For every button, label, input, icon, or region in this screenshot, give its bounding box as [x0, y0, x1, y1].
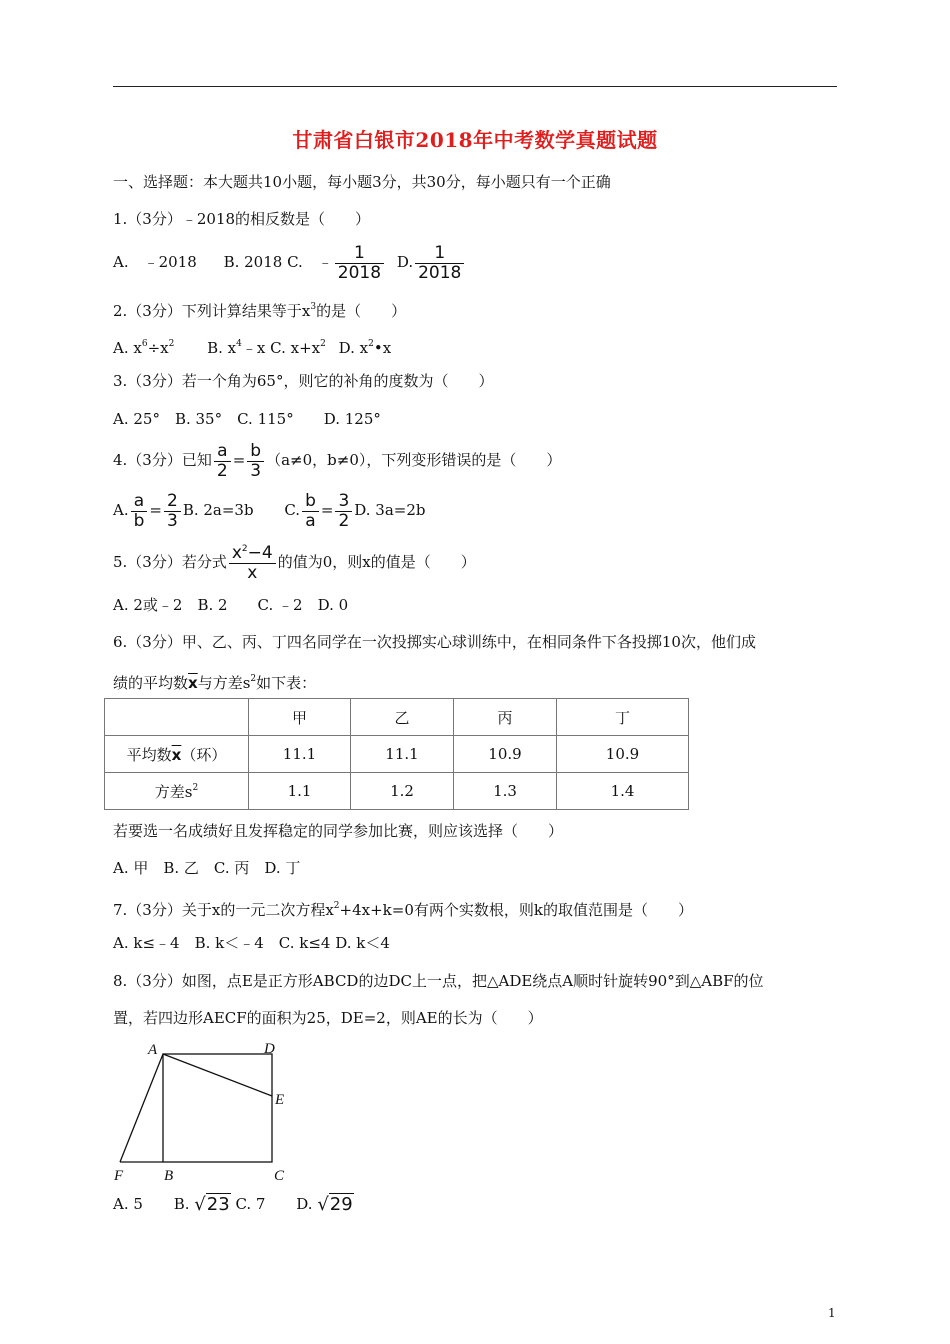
q2-b-base: B. x [207, 339, 237, 357]
fraction-denominator: a [305, 510, 316, 531]
table-header-row [105, 699, 689, 736]
table-header-cell: 甲 [249, 699, 351, 736]
q5-num-exp: 2 [241, 543, 248, 554]
q4-option-c-prefix: C. [284, 501, 301, 519]
table-cell: 11.1 [351, 736, 454, 773]
table-cell: 11.1 [249, 736, 351, 773]
q7-stem-exp: 2 [333, 901, 340, 911]
q6-line2-exp: 2 [250, 674, 257, 684]
q2-b-post: ﹣x [241, 339, 266, 357]
row-label-exp: 2 [192, 782, 199, 793]
score-table [104, 698, 689, 810]
q5-fraction [229, 542, 276, 583]
label-d: D [264, 1041, 275, 1057]
table-row [105, 773, 689, 810]
row-label-text: 平均数 [126, 745, 172, 764]
table-cell: 10.9 [557, 736, 689, 773]
q4-option-a-prefix: A. [113, 501, 129, 519]
fraction-denominator: 2 [216, 460, 228, 481]
question-6-line-2 [113, 668, 316, 694]
fraction-numerator: 3 [335, 493, 352, 512]
q7-stem-suffix: +4x+k=0有两个实数根，则k的取值范围是（ ） [339, 901, 693, 919]
fraction-denominator: 2018 [418, 262, 462, 283]
table-row-label [105, 736, 249, 773]
fraction-denominator: 3 [166, 510, 178, 531]
q4-c-left [302, 490, 319, 531]
q1-option-b: B. 2018 [223, 253, 283, 271]
row-label-unit: （环） [181, 745, 227, 764]
x-bar-symbol: $\overline{x}$ [188, 674, 198, 692]
q2-option-a [113, 339, 174, 357]
q2-a-base: A. x [113, 339, 142, 357]
question-8-options [113, 1190, 354, 1219]
q8-option-a: A. 5 [113, 1195, 143, 1213]
table-cell: 1.3 [454, 773, 557, 810]
question-7-stem [113, 895, 693, 921]
square-rotation-figure [108, 1038, 298, 1184]
label-c: C [274, 1168, 285, 1184]
segment-af [120, 1054, 163, 1162]
page-title: 甘肃省白银市2018年中考数学真题试题 [292, 128, 658, 152]
label-a: A [148, 1042, 158, 1058]
square-abcd [163, 1054, 272, 1162]
question-2-options [113, 333, 391, 359]
question-2-stem [113, 296, 406, 322]
table-header-cell: 丁 [557, 699, 689, 736]
q2-a-exp1: 6 [141, 339, 148, 349]
q2-option-d [339, 339, 392, 357]
q2-stem-suffix: 的是（ ） [316, 302, 407, 320]
q6-line2-suffix: 如下表： [256, 674, 317, 692]
q5-num-post: −4 [247, 542, 273, 563]
q4-a-right [164, 490, 181, 531]
q1-option-c-prefix: C. ﹣ [287, 253, 333, 271]
question-1-options [113, 244, 466, 282]
fraction-denominator: 3 [250, 460, 262, 481]
q8-option-d-prefix: D. [296, 1195, 313, 1213]
fraction-numerator: a [214, 443, 231, 462]
equals-sign: = [320, 501, 334, 519]
label-e: E [275, 1092, 285, 1108]
question-8-line-2: 置，若四边形AECF的面积为25，DE=2，则AE的长为（ ） [113, 1009, 543, 1027]
question-3-stem: 3.（3分）若一个角为65°，则它的补角的度数为（ ） [113, 372, 494, 390]
fraction-numerator: 2 [164, 493, 181, 512]
section-heading: 一、选择题：本大题共10小题，每小题3分，共30分，每小题只有一个正确 [113, 173, 611, 191]
q7-stem-text: 7.（3分）关于x的一元二次方程x [113, 901, 334, 919]
question-1-stem: 1.（3分）﹣2018的相反数是（ ） [113, 210, 371, 228]
question-4-stem [113, 440, 561, 480]
q4-stem-suffix: （a≠0，b≠0），下列变形错误的是（ ） [266, 451, 562, 469]
q4-option-b: B. 2a=3b [182, 501, 254, 519]
q2-option-b [207, 339, 265, 357]
q1-option-d-fraction [415, 242, 464, 283]
q2-d-exp: 2 [368, 339, 374, 349]
q4-eq-left [214, 440, 231, 481]
fraction-numerator: a [131, 493, 148, 512]
q5-num-base: x [231, 542, 242, 563]
q2-b-exp: 4 [236, 339, 242, 349]
q2-stem-text: 2.（3分）下列计算结果等于x [113, 302, 311, 320]
page-number: 1 [828, 1306, 836, 1320]
q2-d-post: •x [373, 339, 392, 357]
fraction-numerator: b [247, 443, 264, 462]
equals-sign: = [149, 501, 162, 519]
q2-a-exp2: 2 [168, 339, 175, 349]
q5-stem-suffix: 的值为0，则x的值是（ ） [277, 553, 476, 571]
x-bar-symbol: $\overline{x}$ [171, 745, 182, 764]
q4-option-d: D. 3a=2b [354, 501, 426, 519]
equals-sign: = [232, 451, 246, 469]
table-row [105, 736, 689, 773]
q2-a-mid: ÷x [147, 339, 169, 357]
q8-option-c: C. 7 [235, 1195, 266, 1213]
table-header-cell: 丙 [454, 699, 557, 736]
q1-option-a: A. ﹣2018 [113, 253, 197, 271]
q2-c-base: C. x+x [270, 339, 321, 357]
question-7-options: A. k≤﹣4 B. k＜﹣4 C. k≤4 D. k＜4 [113, 934, 390, 952]
q8-option-b-sqrt: √23 [194, 1194, 230, 1215]
fraction-numerator: 1 [335, 245, 384, 264]
q4-eq-right [247, 440, 264, 481]
q4-a-left [131, 490, 148, 531]
q4-stem-text: 4.（3分）已知 [113, 451, 212, 469]
table-cell: 10.9 [454, 736, 557, 773]
fraction-numerator [229, 542, 276, 564]
row-label-text: 方差s [154, 782, 193, 801]
table-header-cell: 乙 [351, 699, 454, 736]
question-5-stem [113, 540, 476, 584]
table-cell: 1.1 [249, 773, 351, 810]
table-cell: 1.4 [557, 773, 689, 810]
fraction-denominator: b [133, 510, 145, 531]
q2-stem-exponent: 3 [310, 302, 317, 312]
table-header-cell [105, 699, 249, 736]
question-5-options: A. 2或﹣2 B. 2 C. ﹣2 D. 0 [113, 596, 349, 614]
segment-ae [163, 1054, 272, 1096]
q2-c-exp: 2 [320, 339, 326, 349]
q8-option-b-prefix: B. [173, 1195, 190, 1213]
label-f: F [114, 1168, 124, 1184]
header-rule [113, 86, 837, 87]
q1-option-d-prefix: D. [396, 253, 414, 271]
q4-c-right [335, 490, 352, 531]
question-3-options: A. 25° B. 35° C. 115° D. 125° [113, 410, 381, 428]
question-6-options: A. 甲 B. 乙 C. 丙 D. 丁 [113, 859, 301, 877]
table-row-label [105, 773, 249, 810]
radicand: 29 [329, 1194, 353, 1215]
fraction-numerator: 1 [415, 245, 464, 264]
fraction-denominator: 2018 [337, 262, 382, 283]
question-4-options [113, 490, 426, 530]
q5-stem-text: 5.（3分）若分式 [113, 553, 227, 571]
q2-option-c [270, 339, 326, 357]
q2-d-base: D. x [338, 339, 369, 357]
q8-option-d-sqrt: √29 [317, 1194, 353, 1215]
question-6-line-1: 6.（3分）甲、乙、丙、丁四名同学在一次投掷实心球训练中，在相同条件下各投掷10次，他们成 [113, 633, 756, 651]
fraction-numerator: b [302, 493, 319, 512]
label-b: B [164, 1168, 174, 1184]
fraction-denominator: 2 [338, 510, 350, 531]
q6-line2-text: 绩的平均数 [113, 674, 189, 692]
table-cell: 1.2 [351, 773, 454, 810]
q6-line2-mid: 与方差s [197, 674, 251, 692]
question-6-question: 若要选一名成绩好且发挥稳定的同学参加比赛，则应该选择（ ） [113, 822, 564, 840]
fraction-denominator: x [247, 562, 258, 583]
radicand: 23 [206, 1194, 230, 1215]
question-8-line-1: 8.（3分）如图，点E是正方形ABCD的边DC上一点，把△ADE绕点A顺时针旋转90°到△ABF的位 [113, 972, 764, 990]
q1-option-c-fraction [335, 242, 384, 283]
